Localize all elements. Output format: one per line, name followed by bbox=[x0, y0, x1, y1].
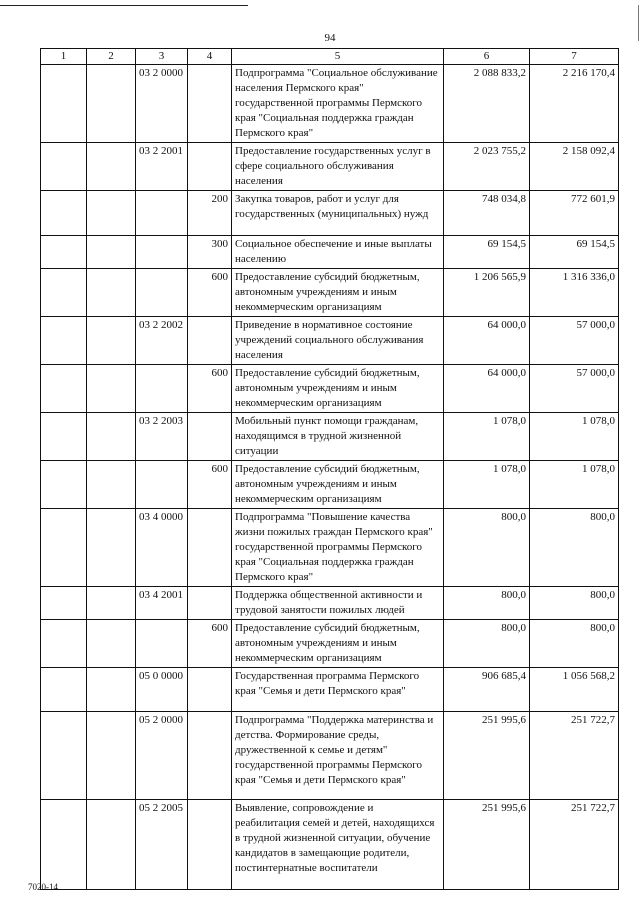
cell-amount-col7: 1 078,0 bbox=[530, 413, 619, 461]
cell-target-code bbox=[136, 269, 188, 317]
cell-col1 bbox=[41, 800, 87, 890]
cell-col2 bbox=[87, 668, 136, 712]
cell-expense-type bbox=[188, 509, 232, 587]
cell-target-code: 03 4 2001 bbox=[136, 587, 188, 620]
page-number: 94 bbox=[324, 32, 336, 44]
column-header-7: 7 bbox=[530, 49, 619, 65]
cell-col2 bbox=[87, 317, 136, 365]
cell-col2 bbox=[87, 143, 136, 191]
cell-description: Государственная программа Пермского края "Семья и дети Пермского края" bbox=[232, 668, 444, 712]
cell-description: Подпрограмма "Поддержка материнства и детства. Формирование среды, дружественной к семье и детям" государственной программы Пермского края "Семья и дети Пермского края" bbox=[232, 712, 444, 800]
cell-amount-col6: 748 034,8 bbox=[444, 191, 530, 236]
cell-col1 bbox=[41, 620, 87, 668]
cell-target-code bbox=[136, 461, 188, 509]
column-header-6: 6 bbox=[444, 49, 530, 65]
cell-col2 bbox=[87, 461, 136, 509]
cell-target-code bbox=[136, 191, 188, 236]
cell-col2 bbox=[87, 365, 136, 413]
footer-document-code: 7020-14 bbox=[28, 882, 58, 892]
cell-description: Предоставление субсидий бюджетным, автономным учреждениям и иным некоммерческим организациям bbox=[232, 269, 444, 317]
cell-amount-col6: 1 078,0 bbox=[444, 461, 530, 509]
cell-expense-type: 600 bbox=[188, 461, 232, 509]
cell-expense-type: 300 bbox=[188, 236, 232, 269]
cell-col1 bbox=[41, 65, 87, 143]
table-row bbox=[41, 143, 619, 191]
cell-amount-col6: 64 000,0 bbox=[444, 317, 530, 365]
header-row bbox=[41, 49, 619, 65]
cell-col1 bbox=[41, 587, 87, 620]
cell-description: Приведение в нормативное состояние учреждений социального обслуживания населения bbox=[232, 317, 444, 365]
cell-amount-col7: 800,0 bbox=[530, 620, 619, 668]
cell-description: Предоставление субсидий бюджетным, автономным учреждениям и иным некоммерческим организациям bbox=[232, 365, 444, 413]
cell-amount-col7: 2 158 092,4 bbox=[530, 143, 619, 191]
cell-expense-type: 600 bbox=[188, 269, 232, 317]
cell-amount-col6: 800,0 bbox=[444, 509, 530, 587]
cell-expense-type bbox=[188, 317, 232, 365]
table-row bbox=[41, 317, 619, 365]
top-rule bbox=[0, 5, 248, 6]
cell-expense-type bbox=[188, 800, 232, 890]
cell-amount-col6: 800,0 bbox=[444, 620, 530, 668]
table-row bbox=[41, 65, 619, 143]
cell-col2 bbox=[87, 712, 136, 800]
cell-target-code: 05 2 0000 bbox=[136, 712, 188, 800]
cell-col2 bbox=[87, 800, 136, 890]
cell-expense-type: 600 bbox=[188, 620, 232, 668]
cell-expense-type bbox=[188, 668, 232, 712]
cell-col1 bbox=[41, 413, 87, 461]
cell-amount-col7: 251 722,7 bbox=[530, 800, 619, 890]
cell-col2 bbox=[87, 587, 136, 620]
cell-amount-col7: 800,0 bbox=[530, 587, 619, 620]
cell-amount-col7: 800,0 bbox=[530, 509, 619, 587]
cell-amount-col6: 800,0 bbox=[444, 587, 530, 620]
cell-col2 bbox=[87, 191, 136, 236]
cell-amount-col7: 251 722,7 bbox=[530, 712, 619, 800]
cell-target-code: 03 2 2001 bbox=[136, 143, 188, 191]
cell-target-code bbox=[136, 620, 188, 668]
cell-expense-type: 200 bbox=[188, 191, 232, 236]
cell-col1 bbox=[41, 269, 87, 317]
cell-target-code: 03 4 0000 bbox=[136, 509, 188, 587]
cell-amount-col7: 57 000,0 bbox=[530, 317, 619, 365]
column-header-1: 1 bbox=[41, 49, 87, 65]
cell-amount-col6: 1 206 565,9 bbox=[444, 269, 530, 317]
budget-table bbox=[40, 48, 619, 890]
cell-target-code: 05 0 0000 bbox=[136, 668, 188, 712]
cell-expense-type bbox=[188, 587, 232, 620]
cell-col2 bbox=[87, 413, 136, 461]
cell-description: Выявление, сопровождение и реабилитация семей и детей, находящихся в трудной жизненной ситуации, обучение кандидатов в замещающие родители, постинтернатные воспитатели bbox=[232, 800, 444, 890]
cell-col1 bbox=[41, 143, 87, 191]
column-header-4: 4 bbox=[188, 49, 232, 65]
cell-description: Закупка товаров, работ и услуг для государственных (муниципальных) нужд bbox=[232, 191, 444, 236]
cell-amount-col6: 251 995,6 bbox=[444, 800, 530, 890]
table-row bbox=[41, 620, 619, 668]
table-row bbox=[41, 712, 619, 800]
cell-description: Предоставление субсидий бюджетным, автономным учреждениям и иным некоммерческим организациям bbox=[232, 461, 444, 509]
table-row bbox=[41, 509, 619, 587]
table-row bbox=[41, 587, 619, 620]
cell-col2 bbox=[87, 65, 136, 143]
table-row bbox=[41, 668, 619, 712]
cell-amount-col6: 1 078,0 bbox=[444, 413, 530, 461]
cell-col1 bbox=[41, 236, 87, 269]
cell-col1 bbox=[41, 712, 87, 800]
cell-col1 bbox=[41, 317, 87, 365]
cell-target-code: 05 2 2005 bbox=[136, 800, 188, 890]
cell-description: Мобильный пункт помощи гражданам, находящимся в трудной жизненной ситуации bbox=[232, 413, 444, 461]
table-row bbox=[41, 413, 619, 461]
cell-amount-col7: 2 216 170,4 bbox=[530, 65, 619, 143]
cell-col2 bbox=[87, 620, 136, 668]
cell-amount-col7: 69 154,5 bbox=[530, 236, 619, 269]
cell-amount-col7: 772 601,9 bbox=[530, 191, 619, 236]
cell-description: Предоставление субсидий бюджетным, автономным учреждениям и иным некоммерческим организациям bbox=[232, 620, 444, 668]
cell-amount-col6: 2 023 755,2 bbox=[444, 143, 530, 191]
cell-target-code bbox=[136, 236, 188, 269]
table-row bbox=[41, 800, 619, 890]
cell-expense-type bbox=[188, 413, 232, 461]
cell-amount-col7: 57 000,0 bbox=[530, 365, 619, 413]
cell-expense-type bbox=[188, 65, 232, 143]
cell-col2 bbox=[87, 509, 136, 587]
cell-description: Социальное обеспечение и иные выплаты населению bbox=[232, 236, 444, 269]
cell-col1 bbox=[41, 191, 87, 236]
cell-target-code bbox=[136, 365, 188, 413]
cell-expense-type bbox=[188, 712, 232, 800]
cell-target-code: 03 2 2002 bbox=[136, 317, 188, 365]
cell-amount-col6: 906 685,4 bbox=[444, 668, 530, 712]
cell-amount-col6: 251 995,6 bbox=[444, 712, 530, 800]
cell-col2 bbox=[87, 269, 136, 317]
cell-amount-col6: 69 154,5 bbox=[444, 236, 530, 269]
cell-col2 bbox=[87, 236, 136, 269]
cell-col1 bbox=[41, 461, 87, 509]
cell-description: Поддержка общественной активности и трудовой занятости пожилых людей bbox=[232, 587, 444, 620]
cell-amount-col7: 1 316 336,0 bbox=[530, 269, 619, 317]
column-header-2: 2 bbox=[87, 49, 136, 65]
table-row bbox=[41, 365, 619, 413]
cell-amount-col7: 1 078,0 bbox=[530, 461, 619, 509]
cell-description: Подпрограмма "Социальное обслуживание населения Пермского края" государственной программы Пермского края "Социальная поддержка граждан Пермского края" bbox=[232, 65, 444, 143]
cell-target-code: 03 2 2003 bbox=[136, 413, 188, 461]
table-body bbox=[41, 65, 619, 890]
table-row bbox=[41, 191, 619, 236]
table-row bbox=[41, 269, 619, 317]
cell-amount-col6: 2 088 833,2 bbox=[444, 65, 530, 143]
cell-target-code: 03 2 0000 bbox=[136, 65, 188, 143]
table-row bbox=[41, 461, 619, 509]
cell-expense-type: 600 bbox=[188, 365, 232, 413]
cell-expense-type bbox=[188, 143, 232, 191]
table-row bbox=[41, 236, 619, 269]
column-header-3: 3 bbox=[136, 49, 188, 65]
cell-col1 bbox=[41, 668, 87, 712]
cell-amount-col6: 64 000,0 bbox=[444, 365, 530, 413]
column-header-5: 5 bbox=[232, 49, 444, 65]
cell-description: Предоставление государственных услуг в сфере социального обслуживания населения bbox=[232, 143, 444, 191]
cell-amount-col7: 1 056 568,2 bbox=[530, 668, 619, 712]
cell-col1 bbox=[41, 509, 87, 587]
cell-col1 bbox=[41, 365, 87, 413]
cell-description: Подпрограмма "Повышение качества жизни пожилых граждан Пермского края" государственной программы Пермского края "Социальная поддержка граждан Пермского края" bbox=[232, 509, 444, 587]
